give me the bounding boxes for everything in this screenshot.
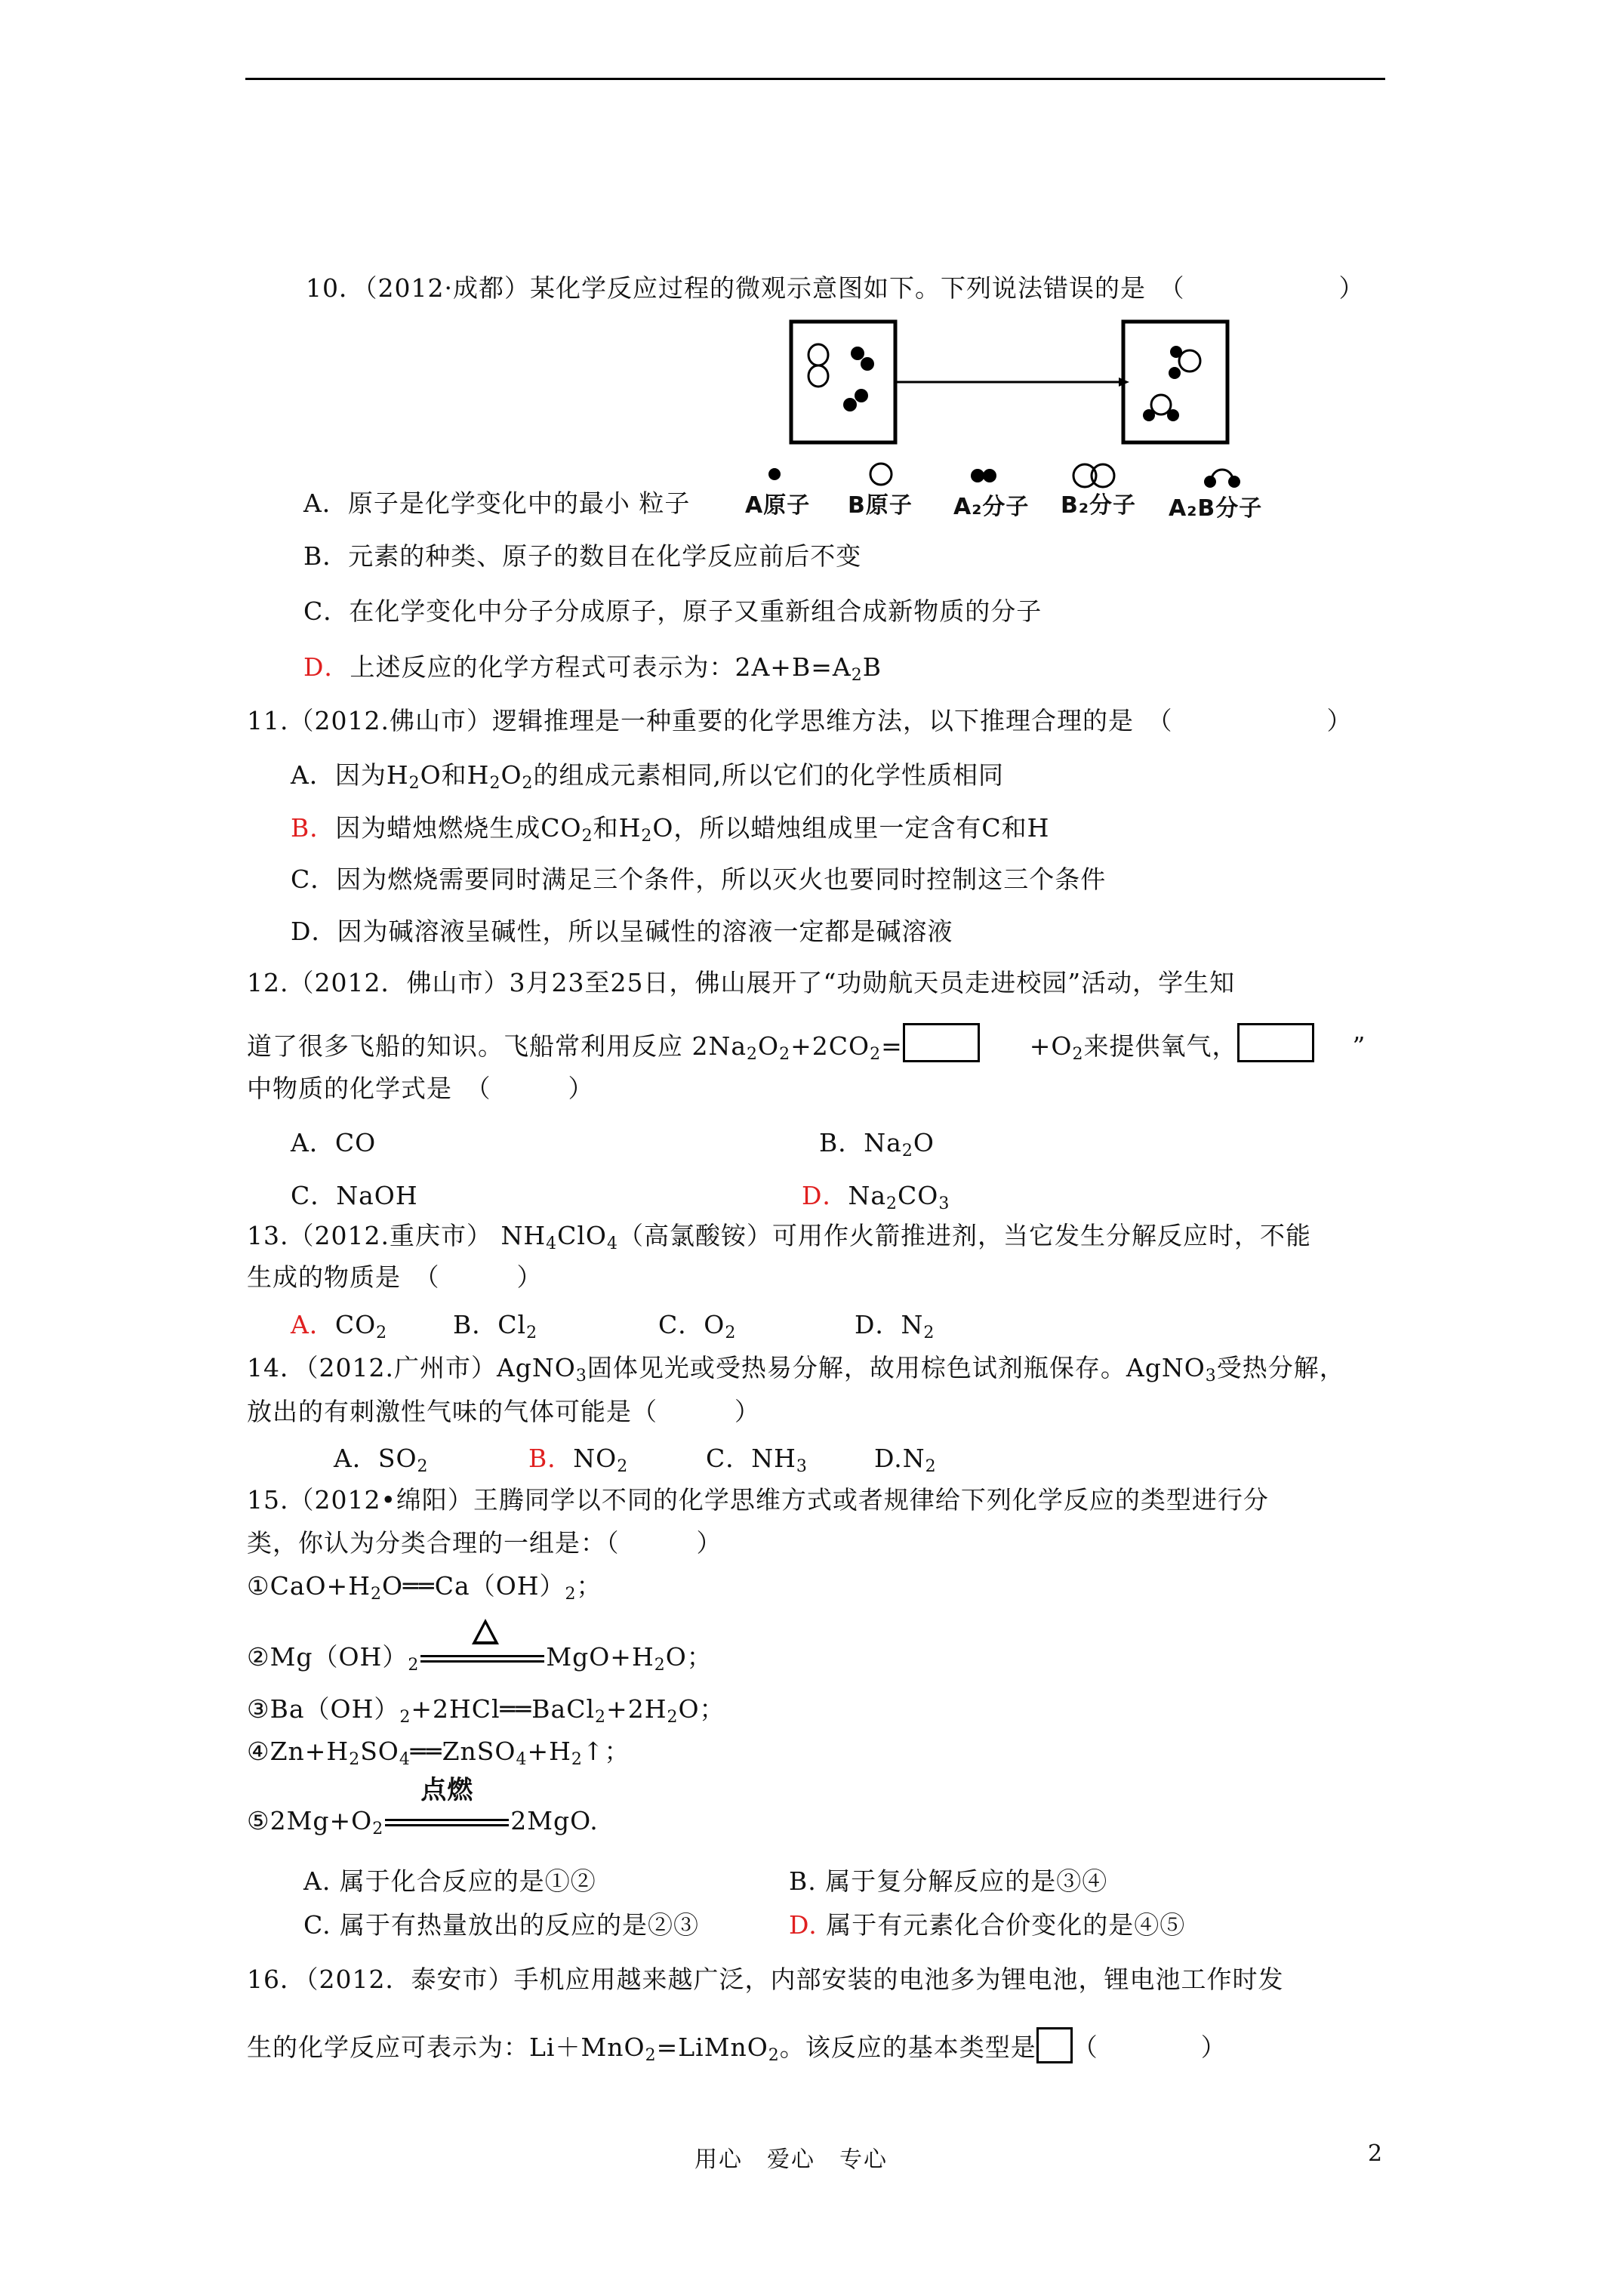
q15-reaction-4: $④Zn+H_2SO_4══ZnSO_4+H_2↑$； <box>247 1737 630 1769</box>
q13-option-a: A．$CO_2$ <box>291 1310 388 1342</box>
q12-option-b: B．$Na_2O$ <box>819 1128 935 1160</box>
legend-a2b-molecule: A₂B分子 <box>1169 495 1263 522</box>
q10-option-c: C．在化学变化中分子分成原子，原子又重新组合成新物质的分子 <box>303 596 1042 626</box>
q15-option-b: B. 属于复分解反应的是③④ <box>789 1866 1108 1896</box>
q14-option-b: B．$NO_2$ <box>528 1444 629 1476</box>
q10-stem: 10．（2012·成都）某化学反应过程的微观示意图如下。下列说法错误的是 （ ） <box>306 273 1365 303</box>
q10-option-d: D．上述反应的化学方程式可表示为：$2A+B=A_2B$ <box>303 652 882 685</box>
q13-stem-line1: 13.（2012.重庆市） $NH_4ClO_4$（高氯酸铵）可用作火箭推进剂，当它发生分解反应时，不能 <box>247 1221 1311 1253</box>
q14-option-c: C．$NH_3$ <box>706 1444 808 1476</box>
q13-option-d: D．$N_2$ <box>855 1310 935 1342</box>
q12-option-c: C．NaOH <box>291 1181 418 1210</box>
page-number: 2 <box>1368 2140 1383 2167</box>
q16-blank-box <box>1036 2027 1073 2063</box>
q12-stem-line3: 中物质的化学式是 （ ） <box>247 1074 594 1103</box>
q15-option-d: D. 属于有元素化合价变化的是④⑤ <box>789 1910 1186 1940</box>
q11-option-b: B．因为蜡烛燃烧生成$CO_2$和$H_2O$，所以蜡烛组成里一定含有C和H <box>291 813 1050 846</box>
q13-stem-line2: 生成的物质是 （ ） <box>247 1262 543 1292</box>
q12-option-a: A．CO <box>291 1128 377 1157</box>
q14-stem-line1: 14．（2012.广州市）AgNO$_3$固体见光或受热易分解，故用棕色试剂瓶保存。AgNO$_3$受热分解， <box>247 1353 1345 1385</box>
q10-answer-mark: D． <box>303 652 350 682</box>
q12-stem-line1: 12.（2012．佛山市）3月23至25日，佛山展开了“功勋航天员走进校园”活动，学生知 <box>247 968 1236 997</box>
q15-reaction-2: $②Mg(OH)_2$ $MgO+H_2O$； <box>247 1629 713 1675</box>
q13-option-b: B．$Cl_2$ <box>453 1310 538 1342</box>
q16-stem-line2: 生的化学反应可表示为：Li＋MnO$_2$=LiMnO$_2$。该反应的基本类型是 （ ） <box>247 2027 1227 2064</box>
legend-a-atom: A原子 <box>745 492 811 519</box>
q15-option-c: C. 属于有热量放出的反应的是②③ <box>303 1910 700 1940</box>
q15-stem-line2: 类，你认为分类合理的一组是：（ ） <box>247 1528 722 1558</box>
q11-option-d: D．因为碱溶液呈碱性，所以呈碱性的溶液一定都是碱溶液 <box>291 917 953 946</box>
q12-blank-box-2 <box>1237 1023 1314 1062</box>
q15-reaction-3: $③Ba(OH)_2+2HCl══BaCl_2+2H_2O$； <box>247 1694 725 1727</box>
legend-b-atom: B原子 <box>848 492 913 519</box>
legend-a2-molecule: A₂分子 <box>953 494 1030 520</box>
q15-option-a: A. 属于化合反应的是①② <box>303 1866 596 1896</box>
q10-option-a: A．原子是化学变化中的最小 粒子 <box>303 488 691 518</box>
q15-reaction-1: $①CaO+H_2O══Ca(OH)_2$； <box>247 1571 602 1604</box>
q13-option-c: C．$O_2$ <box>658 1310 737 1342</box>
q13-answer-mark: A． <box>291 1310 335 1339</box>
q12-stem-line2: 道了很多飞船的知识。飞船常利用反应 $2Na_2O_2+2CO_2= +O_2$来提供氧气， ” <box>247 1023 1366 1063</box>
legend-b2-molecule: B₂分子 <box>1061 492 1137 519</box>
footer-motto: 用心 爱心 专心 <box>694 2147 888 2173</box>
heat-condition-arrow <box>419 1629 546 1675</box>
heat-triangle-icon <box>472 1619 499 1644</box>
q15-stem-line1: 15.（2012•绵阳）王腾同学以不同的化学思维方式或者规律给下列化学反应的类型进行分 <box>247 1485 1269 1515</box>
q11-stem: 11.（2012.佛山市）逻辑推理是一种重要的化学思维方法，以下推理合理的是 （ ） <box>247 706 1353 735</box>
q11-answer-mark: B． <box>291 813 336 843</box>
q14-answer-mark: B． <box>528 1444 574 1473</box>
q12-option-d: D．$Na_2CO_3$ <box>802 1181 950 1213</box>
q16-stem-line1: 16．（2012．泰安市）手机应用越来越广泛，内部安装的电池多为锂电池，锂电池工作时发 <box>247 1965 1284 1994</box>
ignite-condition-arrow <box>383 1775 510 1838</box>
q14-stem-line2: 放出的有刺激性气味的气体可能是（ ） <box>247 1397 760 1426</box>
q10-option-b: B．元素的种类、原子的数目在化学反应前后不变 <box>303 541 862 571</box>
q15-reaction-5: $⑤2Mg+O_2$ 点燃 2MgO. <box>247 1775 599 1838</box>
q12-blank-box-1 <box>903 1023 980 1062</box>
ignite-condition-label: 点燃 <box>420 1775 474 1805</box>
q14-option-a: A．$SO_2$ <box>334 1444 429 1476</box>
q11-option-c: C．因为燃烧需要同时满足三个条件，所以灭火也要同时控制这三个条件 <box>291 864 1107 894</box>
header-rule <box>245 78 1385 80</box>
q11-option-a: A．因为$H_2O$和$H_2O_2$的组成元素相同,所以它们的化学性质相同 <box>291 760 1005 793</box>
q14-option-d: $D.N_2$ <box>874 1444 937 1476</box>
q12-answer-mark: D． <box>802 1181 848 1210</box>
q15-answer-mark: D. <box>789 1910 818 1940</box>
